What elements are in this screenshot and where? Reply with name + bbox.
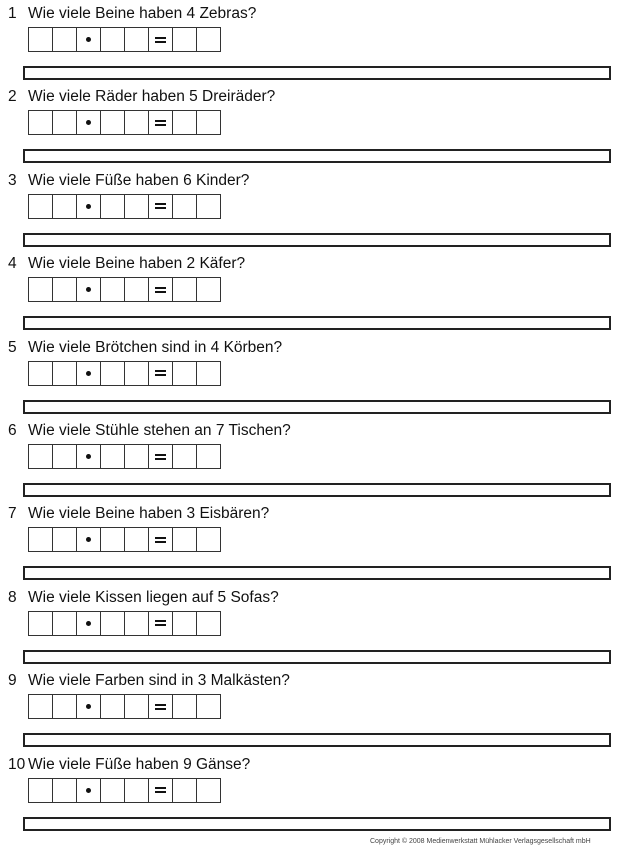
number-input-cell[interactable] bbox=[53, 28, 77, 51]
task-9 bbox=[0, 667, 620, 750]
number-input-cell[interactable] bbox=[29, 278, 53, 301]
multiply-dot-icon bbox=[86, 704, 91, 709]
question bbox=[8, 422, 291, 440]
task-8 bbox=[0, 584, 620, 667]
number-input-cell[interactable] bbox=[29, 111, 53, 134]
equation-grid bbox=[28, 194, 221, 219]
task-6 bbox=[0, 417, 620, 500]
multiply-cell bbox=[77, 779, 101, 802]
task-2 bbox=[0, 83, 620, 166]
number-input-cell[interactable] bbox=[101, 695, 125, 718]
multiply-dot-icon bbox=[86, 37, 91, 42]
number-input-cell[interactable] bbox=[29, 195, 53, 218]
number-input-cell[interactable] bbox=[197, 695, 220, 718]
multiply-dot-icon bbox=[86, 621, 91, 626]
question-number: 1 bbox=[8, 5, 17, 22]
number-input-cell[interactable] bbox=[53, 445, 77, 468]
number-input-cell[interactable] bbox=[197, 445, 220, 468]
answer-line[interactable] bbox=[23, 400, 611, 414]
answer-line[interactable] bbox=[23, 233, 611, 247]
multiply-dot-icon bbox=[86, 371, 91, 376]
multiply-dot-icon bbox=[86, 287, 91, 292]
question bbox=[8, 589, 279, 607]
question-text: Wie viele Füße haben 6 Kinder? bbox=[28, 171, 250, 189]
equation-grid bbox=[28, 611, 221, 636]
answer-line[interactable] bbox=[23, 650, 611, 664]
question bbox=[8, 255, 245, 273]
number-input-cell[interactable] bbox=[125, 111, 149, 134]
answer-line[interactable] bbox=[23, 316, 611, 330]
number-input-cell[interactable] bbox=[53, 278, 77, 301]
number-input-cell[interactable] bbox=[101, 779, 125, 802]
equals-cell bbox=[149, 695, 173, 718]
copyright-notice: Copyright © 2008 Medienwerkstatt Mühlacker Verlagsgesellschaft mbH bbox=[370, 838, 591, 845]
number-input-cell[interactable] bbox=[29, 528, 53, 551]
question-text: Wie viele Farben sind in 3 Malkästen? bbox=[28, 672, 290, 690]
question-text: Wie viele Beine haben 3 Eisbären? bbox=[28, 505, 270, 523]
number-input-cell[interactable] bbox=[197, 779, 220, 802]
multiply-cell bbox=[77, 278, 101, 301]
equation-grid bbox=[28, 110, 221, 135]
question-number: 6 bbox=[8, 422, 17, 439]
number-input-cell[interactable] bbox=[197, 528, 220, 551]
number-input-cell[interactable] bbox=[197, 111, 220, 134]
question bbox=[8, 5, 256, 23]
equals-cell bbox=[149, 278, 173, 301]
multiply-cell bbox=[77, 612, 101, 635]
number-input-cell[interactable] bbox=[29, 362, 53, 385]
equals-icon bbox=[155, 203, 166, 209]
multiply-cell bbox=[77, 111, 101, 134]
equals-cell bbox=[149, 195, 173, 218]
multiply-cell bbox=[77, 695, 101, 718]
equation-grid bbox=[28, 27, 221, 52]
number-input-cell[interactable] bbox=[125, 28, 149, 51]
equals-icon bbox=[155, 620, 166, 626]
question-number: 5 bbox=[8, 338, 17, 356]
number-input-cell[interactable] bbox=[173, 111, 197, 134]
number-input-cell[interactable] bbox=[197, 278, 220, 301]
number-input-cell[interactable] bbox=[53, 195, 77, 218]
number-input-cell[interactable] bbox=[197, 362, 220, 385]
equals-cell bbox=[149, 528, 173, 551]
task-10 bbox=[0, 751, 620, 834]
equals-icon bbox=[155, 287, 166, 293]
equals-icon bbox=[155, 787, 166, 793]
number-input-cell[interactable] bbox=[173, 278, 197, 301]
number-input-cell[interactable] bbox=[197, 612, 220, 635]
answer-line[interactable] bbox=[23, 66, 611, 80]
question-number: 3 bbox=[8, 171, 17, 189]
answer-line[interactable] bbox=[23, 566, 611, 580]
number-input-cell[interactable] bbox=[101, 612, 125, 635]
number-input-cell[interactable] bbox=[101, 528, 125, 551]
task-3 bbox=[0, 167, 620, 250]
task-1 bbox=[0, 0, 620, 83]
number-input-cell[interactable] bbox=[173, 195, 197, 218]
equation-grid bbox=[28, 778, 221, 803]
task-5 bbox=[0, 334, 620, 417]
question-text: Wie viele Räder haben 5 Dreiräder? bbox=[28, 88, 276, 106]
equals-cell bbox=[149, 111, 173, 134]
question-number: 9 bbox=[8, 672, 17, 690]
question-text: Wie viele Stühle stehen an 7 Tischen? bbox=[28, 422, 291, 439]
number-input-cell[interactable] bbox=[125, 528, 149, 551]
multiply-cell bbox=[77, 528, 101, 551]
multiply-cell bbox=[77, 195, 101, 218]
question bbox=[8, 339, 282, 357]
question-number: 2 bbox=[8, 88, 17, 106]
number-input-cell[interactable] bbox=[125, 695, 149, 718]
equals-icon bbox=[155, 37, 166, 43]
number-input-cell[interactable] bbox=[125, 612, 149, 635]
equals-icon bbox=[155, 704, 166, 710]
task-7 bbox=[0, 500, 620, 583]
number-input-cell[interactable] bbox=[29, 695, 53, 718]
number-input-cell[interactable] bbox=[125, 779, 149, 802]
question-number: 7 bbox=[8, 505, 17, 523]
task-4 bbox=[0, 250, 620, 333]
number-input-cell[interactable] bbox=[29, 28, 53, 51]
number-input-cell[interactable] bbox=[101, 28, 125, 51]
question-text: Wie viele Beine haben 2 Käfer? bbox=[28, 255, 246, 273]
number-input-cell[interactable] bbox=[125, 278, 149, 301]
multiply-dot-icon bbox=[86, 537, 91, 542]
number-input-cell[interactable] bbox=[197, 195, 220, 218]
equals-icon bbox=[155, 370, 166, 376]
question-number: 10 bbox=[8, 755, 26, 773]
number-input-cell[interactable] bbox=[53, 612, 77, 635]
number-input-cell[interactable] bbox=[29, 779, 53, 802]
question-number: 8 bbox=[8, 588, 17, 606]
number-input-cell[interactable] bbox=[173, 695, 197, 718]
answer-line[interactable] bbox=[23, 483, 611, 497]
answer-line[interactable] bbox=[23, 817, 611, 831]
question-text: Wie viele Brötchen sind in 4 Körben? bbox=[28, 338, 283, 356]
number-input-cell[interactable] bbox=[173, 779, 197, 802]
multiply-cell bbox=[77, 362, 101, 385]
number-input-cell[interactable] bbox=[173, 28, 197, 51]
number-input-cell[interactable] bbox=[53, 111, 77, 134]
number-input-cell[interactable] bbox=[101, 111, 125, 134]
multiply-cell bbox=[77, 28, 101, 51]
equals-icon bbox=[155, 537, 166, 543]
question-text: Wie viele Beine haben 4 Zebras? bbox=[28, 5, 257, 22]
number-input-cell[interactable] bbox=[125, 362, 149, 385]
number-input-cell[interactable] bbox=[101, 195, 125, 218]
multiply-dot-icon bbox=[86, 454, 91, 459]
number-input-cell[interactable] bbox=[101, 278, 125, 301]
equals-cell bbox=[149, 612, 173, 635]
number-input-cell[interactable] bbox=[29, 612, 53, 635]
equation-grid bbox=[28, 361, 221, 386]
number-input-cell[interactable] bbox=[173, 612, 197, 635]
number-input-cell[interactable] bbox=[53, 528, 77, 551]
question bbox=[8, 756, 250, 774]
equals-cell bbox=[149, 28, 173, 51]
number-input-cell[interactable] bbox=[173, 445, 197, 468]
multiply-dot-icon bbox=[86, 204, 91, 209]
number-input-cell[interactable] bbox=[197, 28, 220, 51]
multiply-dot-icon bbox=[86, 120, 91, 125]
question-number: 4 bbox=[8, 255, 17, 273]
question bbox=[8, 88, 275, 106]
number-input-cell[interactable] bbox=[173, 362, 197, 385]
question-text: Wie viele Füße haben 9 Gänse? bbox=[28, 755, 251, 773]
question bbox=[8, 505, 269, 523]
equals-cell bbox=[149, 362, 173, 385]
multiply-dot-icon bbox=[86, 788, 91, 793]
question bbox=[8, 172, 249, 190]
equals-cell bbox=[149, 445, 173, 468]
question bbox=[8, 672, 290, 690]
number-input-cell[interactable] bbox=[125, 195, 149, 218]
question-text: Wie viele Kissen liegen auf 5 Sofas? bbox=[28, 588, 279, 606]
multiply-cell bbox=[77, 445, 101, 468]
number-input-cell[interactable] bbox=[29, 445, 53, 468]
equals-icon bbox=[155, 120, 166, 126]
number-input-cell[interactable] bbox=[101, 445, 125, 468]
equation-grid bbox=[28, 694, 221, 719]
equation-grid bbox=[28, 277, 221, 302]
equation-grid bbox=[28, 527, 221, 552]
number-input-cell[interactable] bbox=[101, 362, 125, 385]
number-input-cell[interactable] bbox=[53, 695, 77, 718]
equals-icon bbox=[155, 454, 166, 460]
answer-line[interactable] bbox=[23, 149, 611, 163]
number-input-cell[interactable] bbox=[125, 445, 149, 468]
number-input-cell[interactable] bbox=[173, 528, 197, 551]
answer-line[interactable] bbox=[23, 733, 611, 747]
number-input-cell[interactable] bbox=[53, 362, 77, 385]
number-input-cell[interactable] bbox=[53, 779, 77, 802]
equation-grid bbox=[28, 444, 221, 469]
equals-cell bbox=[149, 779, 173, 802]
